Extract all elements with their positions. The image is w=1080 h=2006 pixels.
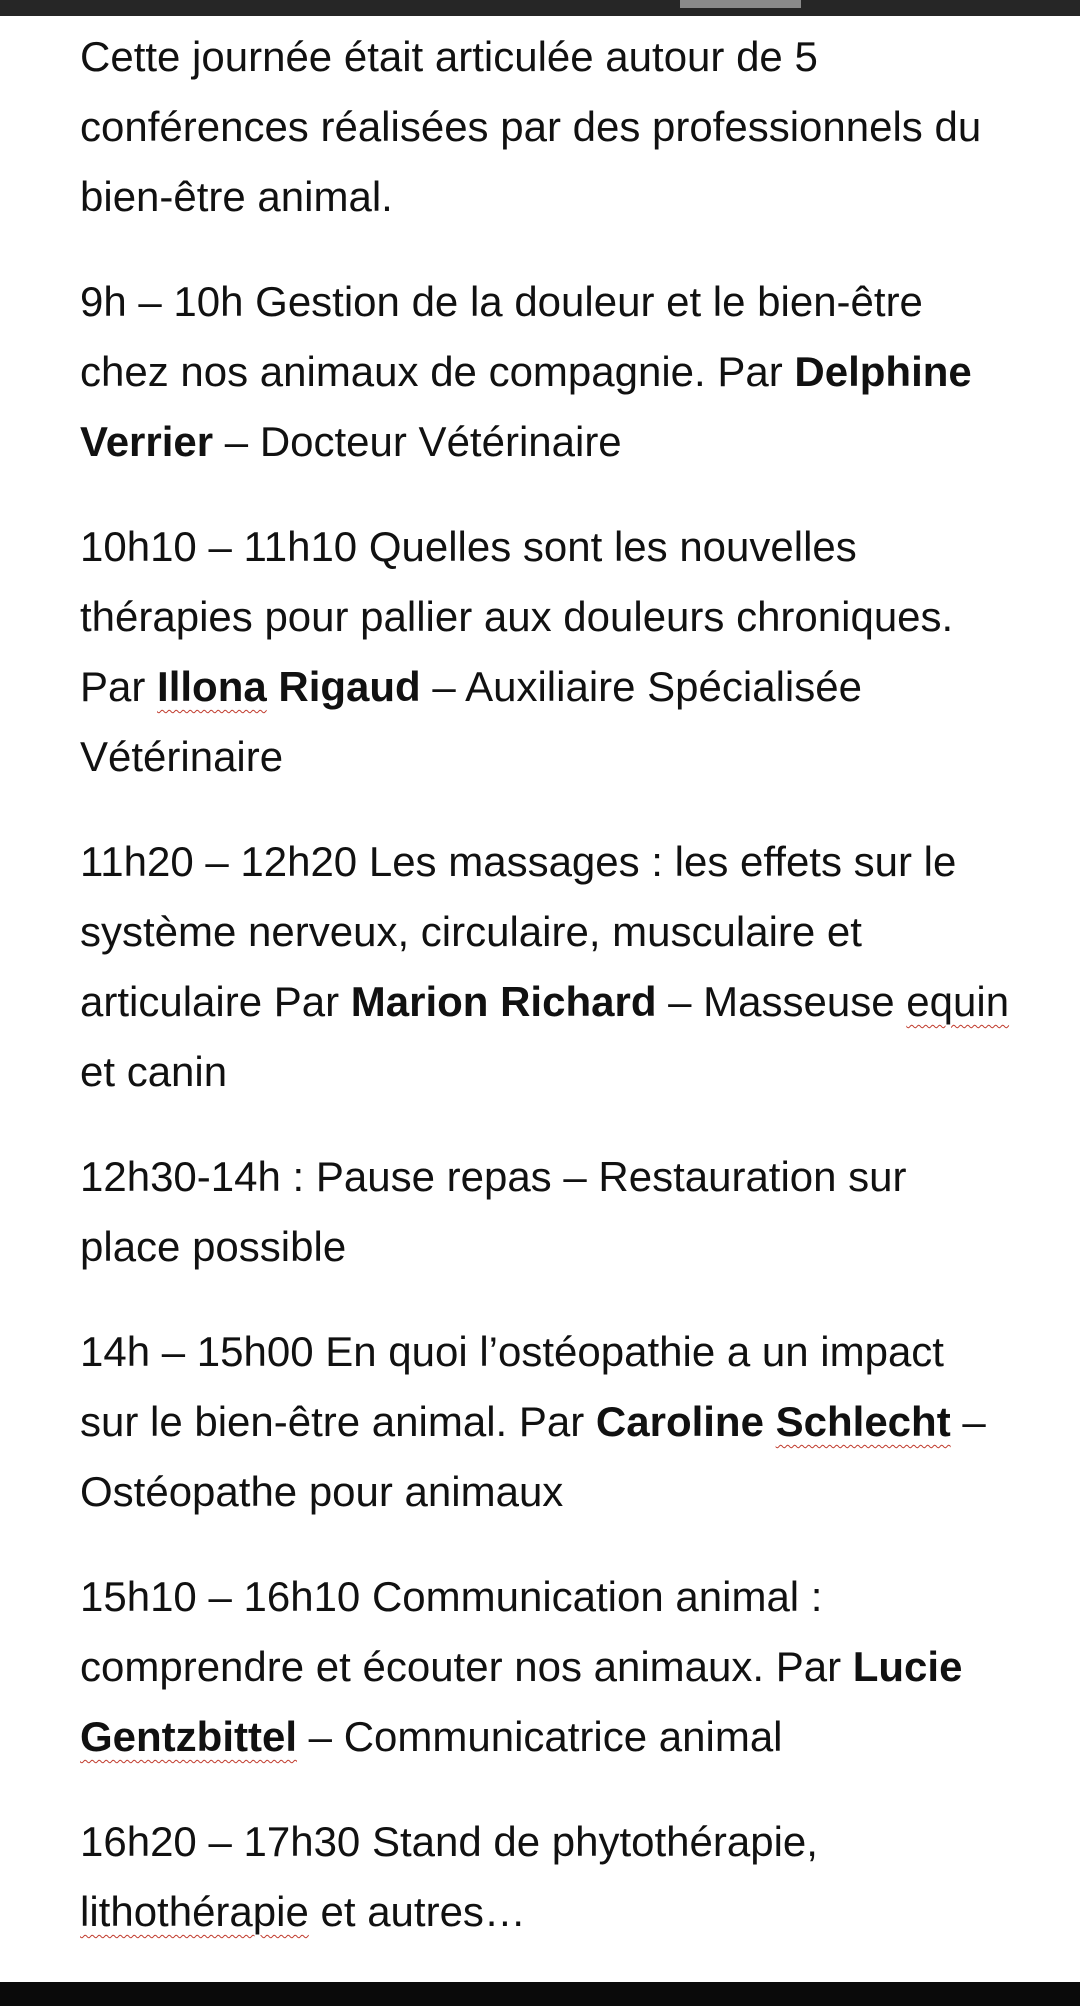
session-paragraph-2: [80, 512, 1010, 792]
speaker-role: – Docteur Vétérinaire: [213, 418, 622, 465]
session-paragraph-7: [80, 1807, 1010, 1947]
session-text-end: et autres…: [308, 1888, 526, 1935]
speaker-name-misspelled[interactable]: Illona: [157, 663, 267, 710]
session-paragraph-5: [80, 1317, 1010, 1527]
speaker-role: – Auxiliaire Spécialisée Vétérinaire: [80, 663, 862, 780]
session-text: 16h20 – 17h30 Stand de phytothérapie,: [80, 1818, 818, 1865]
speaker-role-end: et canin: [80, 1048, 228, 1095]
top-bar: [0, 0, 1080, 16]
session-text: 15h10 – 16h10 Communication animal : comprendre et écouter nos animaux. Par: [80, 1573, 853, 1690]
speaker-name: Rigaud: [266, 663, 421, 710]
session-text: 9h – 10h Gestion de la douleur et le bien-être chez nos animaux de compagnie. Par: [80, 278, 923, 395]
speaker-role: – Ostéopathe pour animaux: [80, 1398, 986, 1515]
misspelled-word[interactable]: lithothérapie: [80, 1888, 309, 1935]
intro-text: Cette journée était articulée autour de 5 conférences réalisées par des professionnels du bien-être animal.: [80, 33, 982, 220]
session-text: 10h10 – 11h10 Quelles sont les nouvelles thérapies pour pallier aux douleurs chroniques. Par: [80, 523, 954, 710]
scrollbar-thumb[interactable]: [680, 0, 801, 8]
misspelled-word[interactable]: equin: [906, 978, 1010, 1025]
speaker-name: Delphine Verrier: [80, 348, 972, 465]
speaker-name: Lucie: [852, 1643, 963, 1690]
speaker-name-misspelled[interactable]: Gentzbittel: [80, 1713, 297, 1760]
session-paragraph-3: [80, 827, 1010, 1107]
session-paragraph-1: [80, 267, 1010, 477]
speaker-name: Marion Richard: [350, 978, 657, 1025]
speaker-role: – Communicatrice animal: [297, 1713, 783, 1760]
speaker-name-misspelled[interactable]: Schlecht: [775, 1398, 951, 1445]
speaker-role: – Masseuse: [656, 978, 907, 1025]
bottom-bar: [0, 1982, 1080, 2006]
session-text: 11h20 – 12h20 Les massages : les effets sur le système nerveux, circulaire, musculaire et articulaire Par: [80, 838, 957, 1025]
session-paragraph-6: [80, 1562, 1010, 1772]
session-text: 12h30-14h : Pause repas – Restauration sur place possible: [80, 1153, 907, 1270]
speaker-name: Caroline: [595, 1398, 776, 1445]
session-text: 14h – 15h00 En quoi l’ostéopathie a un impact sur le bien-être animal. Par: [80, 1328, 944, 1445]
intro-paragraph: [80, 22, 1010, 232]
session-paragraph-4: [80, 1142, 1010, 1282]
document-body: [80, 22, 1010, 1982]
